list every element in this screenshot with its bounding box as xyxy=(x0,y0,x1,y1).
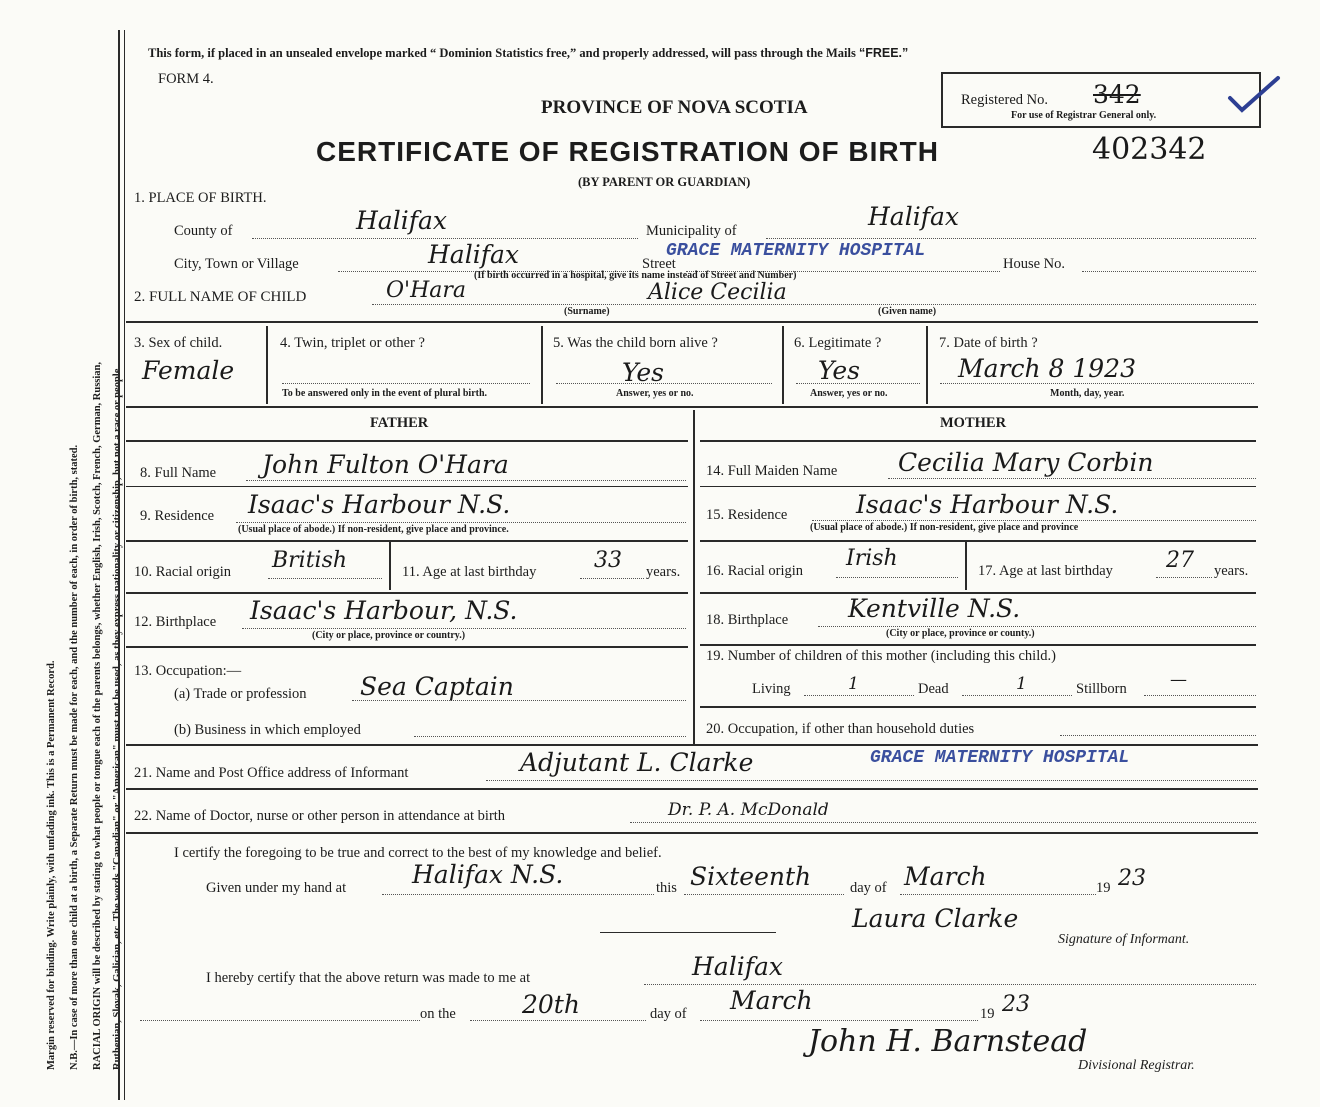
father-name-line xyxy=(246,480,686,481)
dob-label: 7. Date of birth ? xyxy=(939,335,1038,351)
informant-line xyxy=(486,780,1256,781)
father-age-line xyxy=(580,578,644,579)
father-heading: FATHER xyxy=(370,415,429,431)
rule-father-head xyxy=(126,440,688,442)
informant-name: Adjutant L. Clarke xyxy=(520,748,754,777)
street-note: (If birth occurred in a hospital, give its name instead of Street and Number) xyxy=(474,270,797,281)
alive-note: Answer, yes or no. xyxy=(616,388,694,399)
municipality-line xyxy=(766,238,1256,239)
father-race-label: 10. Racial origin xyxy=(134,564,232,580)
father-business-label: (b) Business in which employed xyxy=(174,722,361,738)
check-mark-icon xyxy=(1226,74,1282,119)
dead-line xyxy=(962,695,1072,696)
father-business-line xyxy=(414,736,686,737)
rule-row3-bottom xyxy=(126,406,1258,408)
house-line xyxy=(1082,271,1256,272)
father-race-line xyxy=(268,578,382,579)
dead-label: Dead xyxy=(918,681,949,697)
city-label: City, Town or Village xyxy=(174,256,299,272)
rule-section-21-top xyxy=(126,744,1258,746)
father-res-line xyxy=(236,522,686,523)
registrar-day: 20th xyxy=(522,990,580,1019)
binding-line-inner xyxy=(124,30,125,1100)
registrar-use-note: For use of Registrar General only. xyxy=(1011,110,1157,121)
alive-value: Yes xyxy=(622,358,664,387)
father-occ-label: 13. Occupation:— xyxy=(134,663,242,679)
mother-race: Irish xyxy=(846,546,898,571)
informant-stamp: GRACE MATERNITY HOSPITAL xyxy=(870,748,1130,768)
rule-father-12 xyxy=(126,646,688,648)
sex-label: 3. Sex of child. xyxy=(134,335,223,351)
province-heading: PROVINCE OF NOVA SCOTIA xyxy=(541,97,808,118)
child-given-name: Alice Cecilia xyxy=(648,280,787,305)
father-res-note: (Usual place of abode.) If non-resident, give place and province. xyxy=(238,524,509,535)
certificate-title: CERTIFICATE OF REGISTRATION OF BIRTH xyxy=(316,136,939,167)
given-day: Sixteenth xyxy=(690,862,812,891)
municipality-value: Halifax xyxy=(868,202,959,231)
rule-father-10 xyxy=(126,592,688,594)
doctor-name: Dr. P. A. McDonald xyxy=(668,800,829,820)
twin-label: 4. Twin, triplet or other ? xyxy=(280,335,425,351)
living-line xyxy=(804,695,914,696)
dead-value: 1 xyxy=(1016,674,1027,694)
father-age: 33 xyxy=(594,548,622,573)
rule-section-22-top xyxy=(126,788,1258,790)
county-value: Halifax xyxy=(356,206,447,235)
dob-note: Month, day, year. xyxy=(1050,388,1125,399)
certificate-number: 402342 xyxy=(1092,132,1207,167)
rule-mother-19 xyxy=(700,706,1256,708)
registrar-day-of: day of xyxy=(650,1006,687,1022)
registrar-certify-label: I hereby certify that the above return was made to me at xyxy=(206,970,531,986)
rule-mother-18 xyxy=(700,644,1256,646)
informant-signature: Laura Clarke xyxy=(852,904,1019,933)
registrar-signature: John H. Barnstead xyxy=(808,1024,1088,1059)
twin-note: To be answered only in the event of plural birth. xyxy=(282,388,488,399)
given-place: Halifax N.S. xyxy=(412,860,564,889)
father-name-label: 8. Full Name xyxy=(140,465,217,481)
given-year: 23 xyxy=(1118,866,1146,891)
margin-line-4: Ruthenian, Slovak, Galician, etc. The words "Canadian" or "American" must not be used, as they express nationality or citizenship, but not a race or people. xyxy=(112,365,123,1070)
given-label: Given under my hand at xyxy=(206,880,347,896)
rule-col-6 xyxy=(926,326,928,404)
stillborn-label: Stillborn xyxy=(1076,681,1127,697)
mother-name-line xyxy=(888,478,1256,479)
mother-res-label: 15. Residence xyxy=(706,507,788,523)
mother-age-line xyxy=(1156,577,1212,578)
alive-line xyxy=(556,383,772,384)
doctor-line xyxy=(630,822,1256,823)
margin-line-2: N.B.—In case of more than one child at a birth, a Separate Return must be made for each, and the number of each, in order of birth, stated. xyxy=(69,444,80,1070)
given-month-line xyxy=(900,894,1096,895)
surname-caption: (Surname) xyxy=(564,306,610,317)
dob-line xyxy=(940,383,1254,384)
father-bp-label: 12. Birthplace xyxy=(134,614,217,630)
signature-caption: Signature of Informant. xyxy=(1058,932,1190,947)
certify-text: I certify the foregoing to be true and correct to the best of my knowledge and belief. xyxy=(174,845,662,861)
rule-mother-14 xyxy=(700,486,1256,487)
binding-margin xyxy=(0,0,123,1107)
living-label: Living xyxy=(752,681,791,697)
registered-label: Registered No. xyxy=(961,92,1048,108)
mother-heading: MOTHER xyxy=(940,415,1007,431)
mail-notice-text: This form, if placed in an unsealed envelope marked “ Dominion Statistics free,” and properly addressed, will pass through the Mails xyxy=(148,46,859,60)
father-trade: Sea Captain xyxy=(360,672,514,701)
rule-father-race-age xyxy=(389,542,391,590)
rule-col-4 xyxy=(541,326,543,404)
county-line xyxy=(252,238,638,239)
father-trade-label: (a) Trade or profession xyxy=(174,686,307,702)
mother-race-label: 16. Racial origin xyxy=(706,563,804,579)
mother-age-label: 17. Age at last birthday xyxy=(978,563,1113,579)
rule-father-9 xyxy=(126,540,688,542)
twin-line xyxy=(282,383,530,384)
informant-label: 21. Name and Post Office address of Informant xyxy=(134,765,409,781)
registrar-on-the: on the xyxy=(420,1006,456,1022)
rule-section-22-bottom xyxy=(126,832,1258,834)
mother-bp-note: (City or place, province or county.) xyxy=(886,628,1035,639)
form-number: FORM 4. xyxy=(158,71,214,87)
stillborn-value: — xyxy=(1170,670,1187,690)
registrar-place: Halifax xyxy=(692,952,783,981)
street-label: Street xyxy=(642,256,676,272)
mother-bp-label: 18. Birthplace xyxy=(706,612,789,628)
living-value: 1 xyxy=(848,674,859,694)
mother-res-note: (Usual place of abode.) If non-resident, give place and province xyxy=(810,522,1079,533)
registrar-month-line xyxy=(700,1020,978,1021)
mother-birthplace: Kentville N.S. xyxy=(848,594,1021,623)
mother-race-line xyxy=(836,577,958,578)
child-surname: O'Hara xyxy=(386,278,467,303)
registrar-year-prefix: 19 xyxy=(980,1006,995,1022)
mother-bp-line xyxy=(818,626,1256,627)
given-month: March xyxy=(904,862,987,891)
father-bp-line xyxy=(242,628,686,629)
doctor-label: 22. Name of Doctor, nurse or other person in attendance at birth xyxy=(134,808,506,824)
rule-mother-head xyxy=(700,440,1256,442)
legit-value: Yes xyxy=(818,356,860,385)
given-caption: (Given name) xyxy=(878,306,937,317)
house-label: House No. xyxy=(1003,256,1066,272)
mother-years: years. xyxy=(1214,563,1249,579)
child-name-label: 2. FULL NAME OF CHILD xyxy=(134,289,307,305)
registrar-day-line xyxy=(470,1020,646,1021)
mother-residence: Isaac's Harbour N.S. xyxy=(856,490,1119,519)
this-label: this xyxy=(656,880,677,896)
rule-col-3 xyxy=(266,326,268,404)
registered-value: 342 xyxy=(1093,80,1141,109)
mother-name-label: 14. Full Maiden Name xyxy=(706,463,838,479)
given-day-of-label: day of xyxy=(850,880,887,896)
father-age-label: 11. Age at last birthday xyxy=(402,564,537,580)
registrar-leading-line xyxy=(140,1020,420,1021)
rule-mother-race-age xyxy=(965,542,967,590)
father-years: years. xyxy=(646,564,681,580)
sex-value: Female xyxy=(142,356,235,385)
legit-label: 6. Legitimate ? xyxy=(794,335,882,351)
margin-line-3: RACIAL ORIGIN will be described by stating to what people or tongue each of the parents belongs, whether English, Irish, Scotch, French, German, Russian, xyxy=(92,361,103,1070)
given-day-line xyxy=(684,894,844,895)
father-residence: Isaac's Harbour N.S. xyxy=(248,490,511,519)
city-value: Halifax xyxy=(428,240,519,269)
stillborn-line xyxy=(1144,695,1256,696)
registrar-caption: Divisional Registrar. xyxy=(1078,1058,1195,1073)
mother-age: 27 xyxy=(1166,548,1194,573)
rule-col-5 xyxy=(782,326,784,404)
dob-value: March 8 1923 xyxy=(958,354,1136,383)
father-res-label: 9. Residence xyxy=(140,508,215,524)
legit-note: Answer, yes or no. xyxy=(810,388,888,399)
rule-mother-15 xyxy=(700,540,1256,542)
registrar-year: 23 xyxy=(1002,992,1030,1017)
mother-occ-label: 20. Occupation, if other than household duties xyxy=(706,721,975,737)
rule-father-8 xyxy=(126,486,688,487)
certificate-subtitle: (BY PARENT OR GUARDIAN) xyxy=(578,175,751,189)
registered-box xyxy=(941,72,1261,128)
child-name-line xyxy=(372,304,1256,305)
registrar-place-line xyxy=(644,984,1256,985)
mother-res-line xyxy=(812,520,1256,521)
mail-notice-free: “FREE.” xyxy=(858,46,909,60)
rule-parents-divider xyxy=(693,410,695,744)
place-of-birth-label: 1. PLACE OF BIRTH. xyxy=(134,190,267,206)
mother-occ-line xyxy=(1060,735,1256,736)
given-year-prefix: 19 xyxy=(1096,880,1111,896)
father-bp-note: (City or place, province or country.) xyxy=(312,630,466,641)
father-name: John Fulton O'Hara xyxy=(262,450,509,479)
given-place-line xyxy=(382,894,654,895)
municipality-label: Municipality of xyxy=(646,223,737,239)
mail-notice xyxy=(148,46,908,61)
informant-signature-line-left xyxy=(600,932,776,933)
father-birthplace: Isaac's Harbour, N.S. xyxy=(250,596,518,625)
registrar-month: March xyxy=(730,986,813,1015)
mother-name: Cecilia Mary Corbin xyxy=(898,448,1154,477)
street-stamp: GRACE MATERNITY HOSPITAL xyxy=(666,241,926,261)
mother-children-label: 19. Number of children of this mother (including this child.) xyxy=(706,648,1056,664)
alive-label: 5. Was the child born alive ? xyxy=(553,335,718,351)
rule-row3-top xyxy=(126,321,1258,323)
county-label: County of xyxy=(174,223,233,239)
father-race: British xyxy=(272,548,348,573)
margin-line-1: Margin reserved for binding. Write plainly, with unfading ink. This is a Permanent Record. xyxy=(46,660,57,1070)
binding-line-outer xyxy=(118,30,120,1100)
